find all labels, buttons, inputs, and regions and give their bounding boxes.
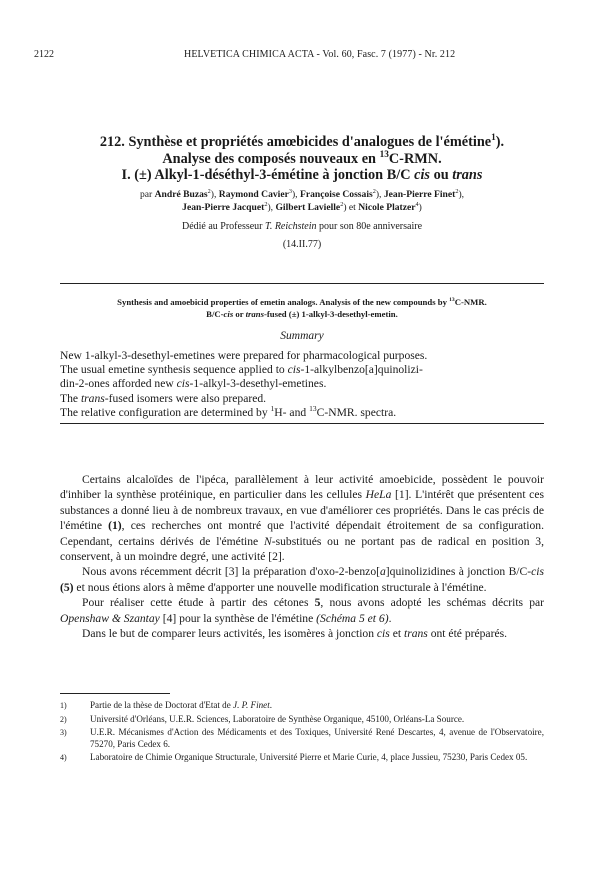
paragraph: Dans le but de comparer leurs activités, les isomères à jonction cis et trans ont été préparés. xyxy=(82,627,507,641)
summary-text: New 1-alkyl-3-desethyl-emetines were prepared for pharmacological purposes. The usual emetine synthesis sequence applied to cis-1-alkylbenzo[a]quinolizi- din-2-ones afforded new cis-1-alkyl-3-desethyl-emetines. The trans-fused isomers were also prepared. The relative configuration are determined by $^1$H- and $^{13}$C-NMR. spectra. xyxy=(60,349,428,419)
author-name: Raymond Cavier xyxy=(218,189,289,200)
footnote-divider xyxy=(60,693,170,694)
author-name: Nicole Platzer xyxy=(358,202,416,213)
english-title: Synthesis and amoebicid properties of emetin analogs. Analysis of the new compounds by $^{13}$C-NMR. B/C-cis or trans-fused (±) 1-alkyl-3-desethyl-emetin. xyxy=(117,297,487,319)
divider-top xyxy=(60,283,544,284)
author-name: Jean-Pierre Finet xyxy=(383,189,456,200)
running-head xyxy=(34,49,564,63)
footnote-ref: 1 xyxy=(491,133,496,144)
divider-bottom xyxy=(60,423,544,424)
dedication: Dédié au Professeur T. Reichstein pour son 80e anniversaire xyxy=(181,221,423,232)
author-name: André Buzas xyxy=(154,189,208,200)
footnotes xyxy=(60,700,544,766)
article-number: 212. xyxy=(99,134,125,150)
summary-heading: Summary xyxy=(280,330,324,342)
body-text xyxy=(60,472,544,641)
paragraph: Nous avons récemment décrit [3] la préparation d'oxo-2-benzo[a]quinolizidines à jonction B/C-cis (5) et nous étions alors à même d'apporter une nouvelle modification structurale à l'émétine. xyxy=(60,565,545,594)
author-name: Françoise Cossais xyxy=(299,189,373,200)
footnote: 2) Université d'Orléans, U.E.R. Sciences, Laboratoire de Synthèse Organique, 45100, Orléans-La Source. xyxy=(60,713,465,724)
footnote: 3) U.E.R. Mécanismes d'Action des Médicaments et des Toxiques, Université René Descartes, 4, avenue de l'Observatoire, 75270, Paris Cedex 6. xyxy=(60,727,544,749)
author-name: Jean-Pierre Jacquet xyxy=(182,202,265,213)
page-number: 2122 xyxy=(34,49,54,60)
author-list: par André Buzas$^2$), Raymond Cavier$^3$), Françoise Cossais$^2$), Jean-Pierre Finet$^2$), Jean-Pierre Jacquet$^2$), Gilbert Lavielle$^2$) et Nicole Platzer$^4$) xyxy=(139,187,465,213)
footnote: 1) Partie de la thèse de Doctorat d'Etat de J. P. Finet. xyxy=(60,700,273,710)
article-title xyxy=(40,134,564,184)
paragraph: Certains alcaloïdes de l'ipéca, parallèlement à leur activité amoebicide, possèdent le pouvoir d'inhiber la synthèse protéinique, en particulier dans les cellules HeLa [1]. L'intérêt que présentent ces substances a donné lieu à de nombreux travaux, en vue d'améliorer ces propriétés. Dans le cas précis de l'émétine (1), ces recherches ont montré que l'activité dépendait étroitement de sa configuration. Cependant, certains dérivés de l'émétine N-substitués ou ne portant pas de radical en position 3, conservent, à un moindre degré, une activité [2]. xyxy=(60,473,544,564)
title-line-1: 212. Synthèse et propriétés amœbicides d'analogues de l'émétine$^1$). xyxy=(99,133,505,150)
paragraph: Pour réaliser cette étude à partir des cétones 5, nous avons adopté les schémas décrits par Openshaw & Szantay [4] pour la synthèse de l'émétine (Schéma 5 et 6). xyxy=(60,596,545,625)
title-line-3: I. (±) Alkyl-1-déséthyl-3-émétine à jonction B/C cis ou trans xyxy=(121,167,483,183)
title-line-2: Analyse des composés nouveaux en $^{13}$C-RMN. xyxy=(162,149,442,167)
journal-citation: HELVETICA CHIMICA ACTA - Vol. 60, Fasc. 7 (1977) - Nr. 212 xyxy=(184,49,456,60)
author-name: Gilbert Lavielle xyxy=(275,202,341,213)
received-date: (14.II.77) xyxy=(282,239,322,250)
footnote: 4) Laboratoire de Chimie Organique Structurale, Université Pierre et Marie Curie, 4, place Jussieu, 75230, Paris Cedex 05. xyxy=(60,752,528,763)
